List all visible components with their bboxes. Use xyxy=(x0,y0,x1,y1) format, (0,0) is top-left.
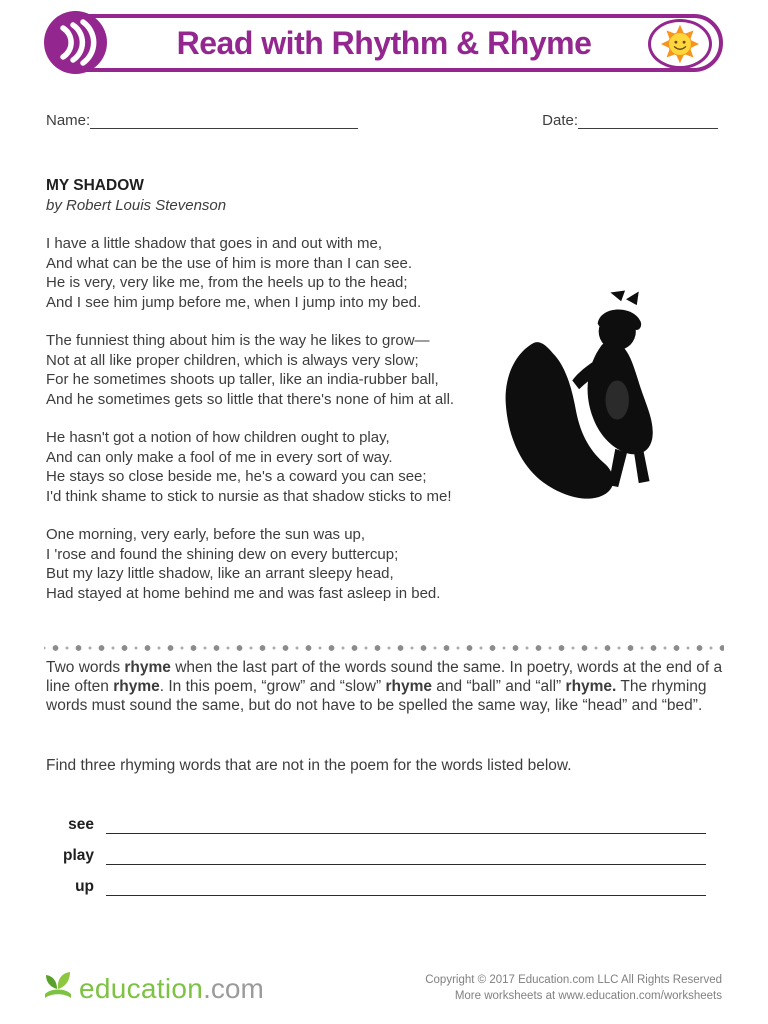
practice-word: up xyxy=(75,878,94,895)
poem-stanza-4 xyxy=(46,525,526,603)
practice-row-see xyxy=(50,816,706,834)
poem-line: I have a little shadow that goes in and out with me, xyxy=(46,235,383,252)
answer-blank-line xyxy=(106,878,706,896)
education-logo xyxy=(40,968,264,1004)
date-blank-line xyxy=(578,114,718,129)
poem-line: And what can be the use of him is more than I can see. xyxy=(46,254,413,272)
child-shadow-illustration xyxy=(496,280,672,520)
poem-author: by Robert Louis Stevenson xyxy=(46,196,227,214)
poem-line: For he sometimes shoots up taller, like an india-rubber ball, xyxy=(46,371,439,388)
text-segment: and “ball” and “all” xyxy=(431,678,566,695)
decorative-dotted-divider xyxy=(44,641,724,655)
rhyming-practice xyxy=(50,816,706,909)
rhyme-explanation xyxy=(46,658,728,715)
poem-line: I 'rose and found the shining dew on every buttercup; xyxy=(46,545,399,563)
poem xyxy=(46,176,526,603)
poem-line: Had stayed at home behind me and was fast asleep in bed. xyxy=(46,584,441,602)
header-banner xyxy=(45,14,723,72)
name-blank-line xyxy=(90,114,358,129)
practice-word: play xyxy=(62,847,94,864)
copyright xyxy=(425,972,722,1004)
poem-line: But my lazy little shadow, like an arrant sleepy head, xyxy=(46,565,394,582)
rhyme-bold: rhyme. xyxy=(565,678,617,695)
name-label: Name: xyxy=(46,112,91,129)
practice-word: see xyxy=(68,816,94,833)
text-segment: The rhyming words must sound the same, but do not have to be spelled the same way, like “head” and “bed”. xyxy=(46,678,707,714)
poem-line: One morning, very early, before the sun was up, xyxy=(46,526,366,543)
date-field xyxy=(542,112,718,129)
poem-line: He is very, very like me, from the heels up to the head; xyxy=(46,274,408,291)
answer-blank-line xyxy=(106,847,706,865)
rhythm-waves-icon xyxy=(44,11,107,74)
name-field xyxy=(46,112,358,129)
brand-suffix: .com xyxy=(203,973,264,1004)
poem-line: And I see him jump before me, when I jump into my bed. xyxy=(46,293,422,311)
poem-line: Not at all like proper children, which is always very slow; xyxy=(46,351,419,369)
practice-row-play xyxy=(50,847,706,865)
name-date-row xyxy=(46,112,718,129)
text-segment: . In this poem, “grow” and “slow” xyxy=(159,678,386,695)
find-instruction: Find three rhyming words that are not in the poem for the words listed below. xyxy=(46,757,572,774)
footer xyxy=(40,968,722,1004)
rhyme-bold: rhyme xyxy=(113,678,160,695)
sun-icon xyxy=(648,19,712,69)
poem-line: And he sometimes gets so little that there's none of him at all. xyxy=(46,390,455,408)
poem-title: MY SHADOW xyxy=(46,177,144,194)
poem-line: I'd think shame to stick to nursie as that shadow sticks to me! xyxy=(46,487,452,505)
poem-line: And can only make a fool of me in every sort of way. xyxy=(46,448,393,466)
poem-line: He stays so close beside me, he's a coward you can see; xyxy=(46,468,427,485)
poem-stanza-2 xyxy=(46,331,526,409)
text-segment: when the last part of the words sound the same. In poetry, words at the end of a line often xyxy=(46,659,723,695)
education-logo-icon xyxy=(40,968,76,1004)
poem-line: He hasn't got a notion of how children ought to play, xyxy=(46,429,390,446)
rhyme-bold: rhyme xyxy=(385,678,432,695)
answer-blank-line xyxy=(106,816,706,834)
brand-name: education xyxy=(79,973,204,1004)
poem-stanza-3 xyxy=(46,428,526,506)
text-segment: Two words xyxy=(46,659,125,676)
copyright-line-2: More worksheets at www.education.com/worksheets xyxy=(454,990,722,1002)
rhyme-bold: rhyme xyxy=(124,659,171,676)
copyright-line-1: Copyright © 2017 Education.com LLC All Rights Reserved xyxy=(425,974,722,986)
poem-line: The funniest thing about him is the way he likes to grow— xyxy=(46,332,430,349)
practice-row-up xyxy=(50,878,706,896)
worksheet-title: Read with Rhythm & Rhyme xyxy=(176,24,592,61)
poem-stanza-1 xyxy=(46,234,526,312)
date-label: Date: xyxy=(542,112,578,129)
